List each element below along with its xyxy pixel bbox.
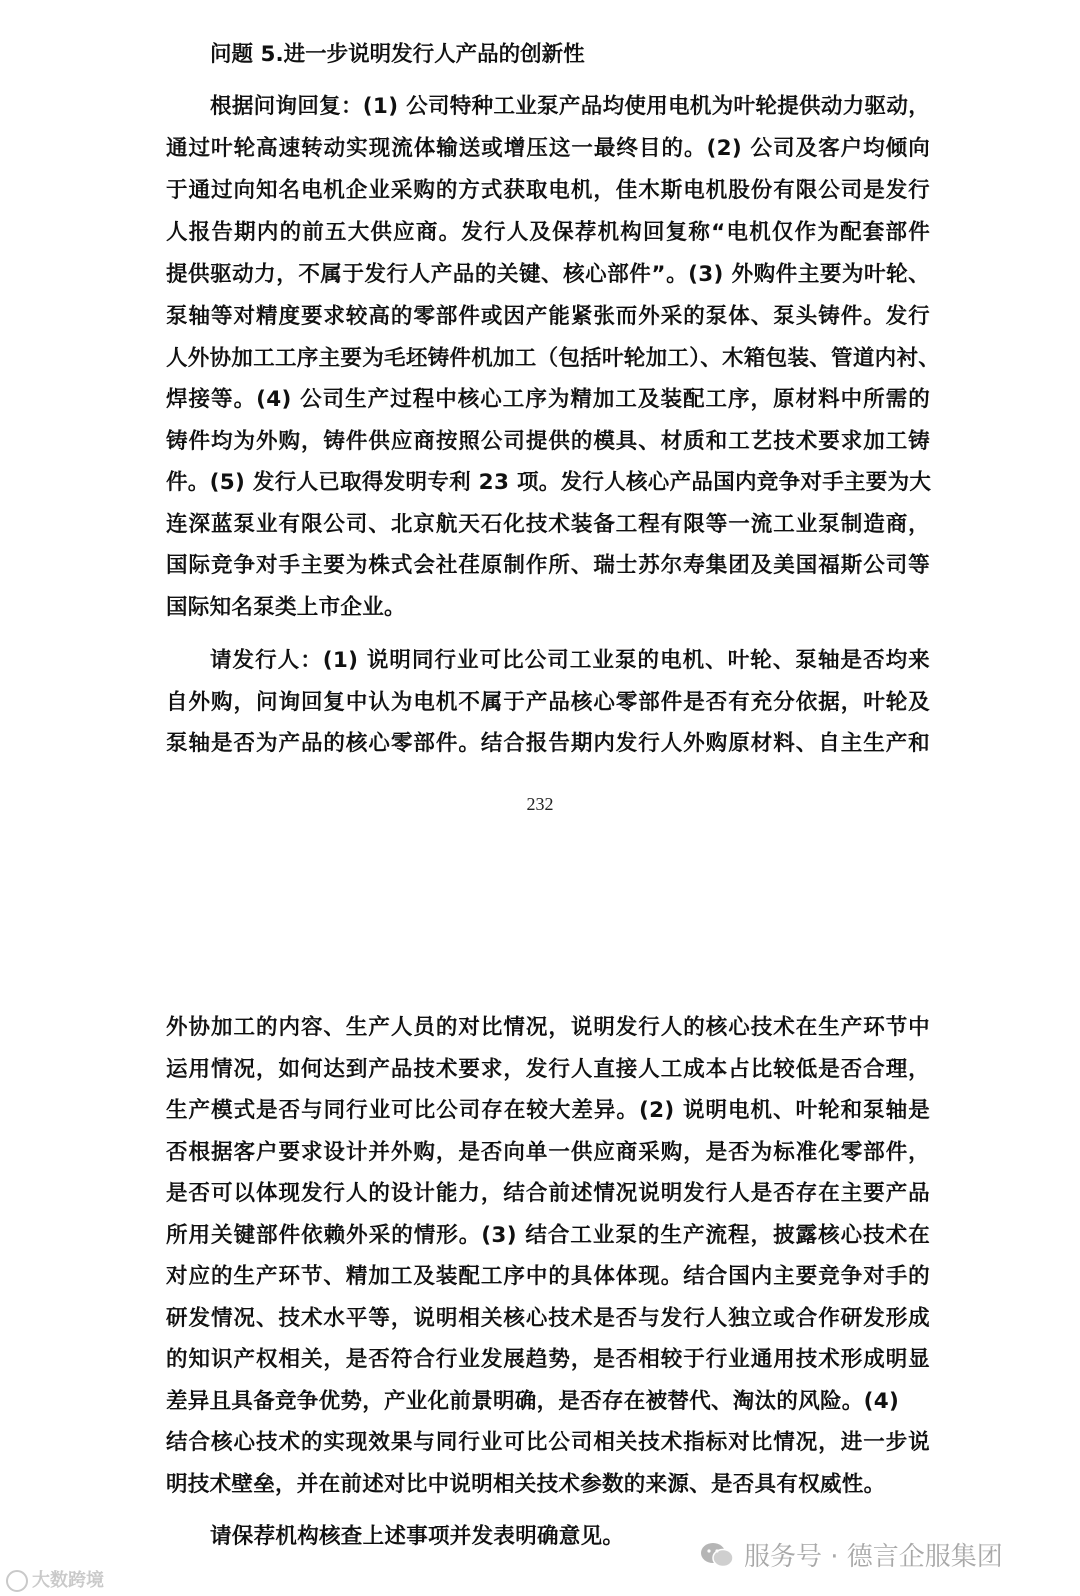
paragraph-line: 根据问询回复：(1) 公司特种工业泵产品均使用电机为叶轮提供动力驱动， xyxy=(210,94,930,119)
paragraph-line: 件。(5) 发行人已取得发明专利 23 项。发行人核心产品国内竞争对手主要为大 xyxy=(166,470,932,495)
paragraph-line: 结合核心技术的实现效果与同行业可比公司相关技术指标对比情况，进一步说 xyxy=(166,1430,930,1455)
brand-logo-icon xyxy=(6,1570,28,1592)
paragraph-line: 否根据客户要求设计并外购，是否向单一供应商采购，是否为标准化零部件， xyxy=(166,1140,930,1165)
final-instruction: 请保荐机构核查上述事项并发表明确意见。 xyxy=(210,1524,625,1549)
paragraph-line: 请发行人：(1) 说明同行业可比公司工业泵的电机、叶轮、泵轴是否均来 xyxy=(210,648,930,673)
watermark-wechat xyxy=(700,1536,1003,1573)
paragraph-line: 研发情况、技术水平等，说明相关核心技术是否与发行人独立或合作研发形成 xyxy=(166,1306,930,1331)
paragraph-line: 泵轴等对精度要求较高的零部件或因产能紧张而外采的泵体、泵头铸件。发行 xyxy=(166,304,930,329)
paragraph-line: 国际竞争对手主要为株式会社荏原制作所、瑞士苏尔寿集团及美国福斯公司等 xyxy=(166,553,930,578)
paragraph-line: 铸件均为外购，铸件供应商按照公司提供的模具、材质和工艺技术要求加工铸 xyxy=(166,429,930,454)
watermark-text: 服务号 · 德言企服集团 xyxy=(744,1542,1003,1572)
page-number: 232 xyxy=(526,794,554,814)
watermark-brand-text: 大数跨境 xyxy=(32,1570,104,1591)
wechat-icon xyxy=(700,1541,734,1569)
paragraph-line: 差异且具备竞争优势，产业化前景明确，是否存在被替代、淘汰的风险。(4) xyxy=(166,1389,900,1414)
watermark-brand xyxy=(6,1566,104,1592)
paragraph-line: 通过叶轮高速转动实现流体输送或增压这一最终目的。(2) 公司及客户均倾向 xyxy=(166,136,930,161)
paragraph-line: 国际知名泵类上市企业。 xyxy=(166,595,406,620)
paragraph-line: 泵轴是否为产品的核心零部件。结合报告期内发行人外购原材料、自主生产和 xyxy=(166,731,930,756)
paragraph-line: 的知识产权相关，是否符合行业发展趋势，是否相较于行业通用技术形成明显 xyxy=(166,1347,930,1372)
paragraph-line: 连深蓝泵业有限公司、北京航天石化技术装备工程有限等一流工业泵制造商， xyxy=(166,512,930,537)
paragraph-line: 明技术壁垒，并在前述对比中说明相关技术参数的来源、是否具有权威性。 xyxy=(166,1472,886,1497)
paragraph-line: 生产模式是否与同行业可比公司存在较大差异。(2) 说明电机、叶轮和泵轴是 xyxy=(166,1098,930,1123)
paragraph-line: 对应的生产环节、精加工及装配工序中的具体体现。结合国内主要竞争对手的 xyxy=(166,1264,930,1289)
paragraph-line: 人外协加工工序主要为毛坯铸件机加工（包括叶轮加工）、木箱包装、管道内衬、 xyxy=(166,346,941,371)
paragraph-line: 焊接等。(4) 公司生产过程中核心工序为精加工及装配工序，原材料中所需的 xyxy=(166,387,930,412)
paragraph-line: 外协加工的内容、生产人员的对比情况，说明发行人的核心技术在生产环节中 xyxy=(166,1015,930,1040)
paragraph-line: 运用情况，如何达到产品技术要求，发行人直接人工成本占比较低是否合理， xyxy=(166,1057,930,1082)
paragraph-line: 于通过向知名电机企业采购的方式获取电机，佳木斯电机股份有限公司是发行 xyxy=(166,178,930,203)
paragraph-line: 是否可以体现发行人的设计能力，结合前述情况说明发行人是否存在主要产品 xyxy=(166,1181,930,1206)
section-heading: 问题 5.进一步说明发行人产品的创新性 xyxy=(210,42,585,67)
paragraph-line: 所用关键部件依赖外采的情形。(3) 结合工业泵的生产流程，披露核心技术在 xyxy=(166,1223,930,1248)
paragraph-line: 提供驱动力，不属于发行人产品的关键、核心部件”。(3) 外购件主要为叶轮、 xyxy=(166,262,930,287)
paragraph-line: 人报告期内的前五大供应商。发行人及保荐机构回复称“电机仅作为配套部件 xyxy=(166,220,930,245)
paragraph-line: 自外购，问询回复中认为电机不属于产品核心零部件是否有充分依据，叶轮及 xyxy=(166,690,930,715)
